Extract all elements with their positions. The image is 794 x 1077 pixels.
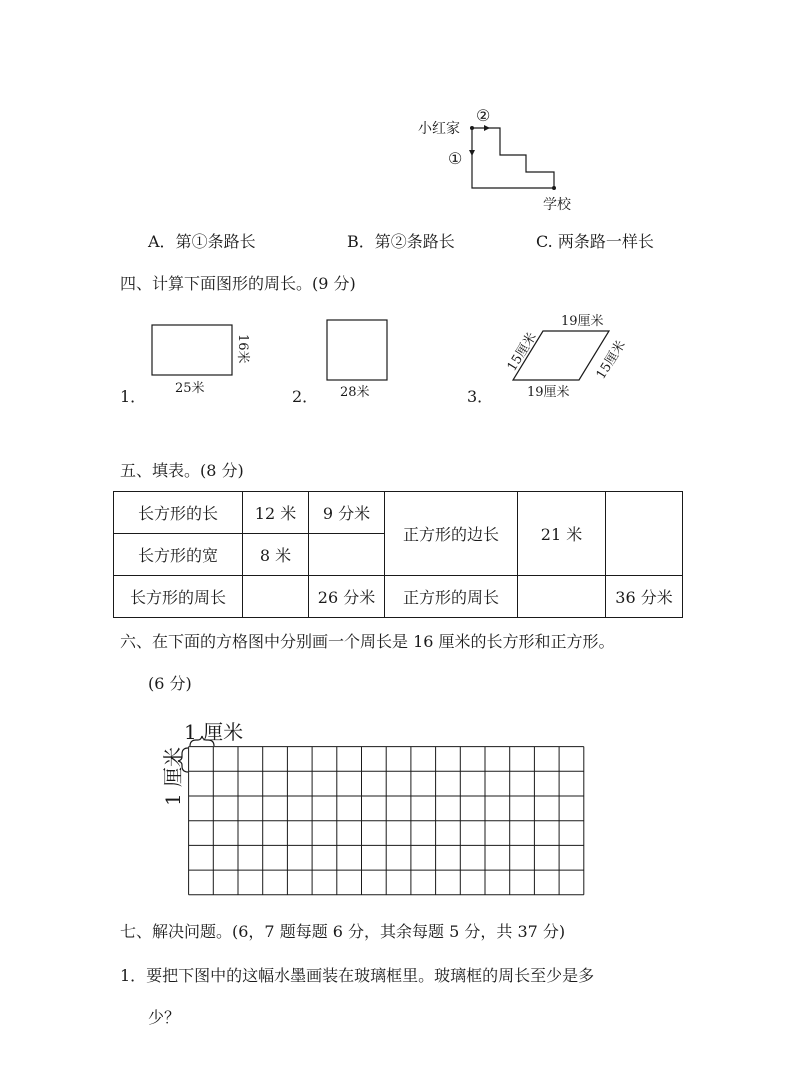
shape1-rectangle	[145, 316, 265, 400]
square-perimeter-1[interactable]	[518, 576, 606, 618]
rect-width-label: 长方形的宽	[114, 534, 243, 576]
choice-b-text: 第②条路长	[374, 232, 455, 251]
rect-width-2[interactable]	[309, 534, 385, 576]
square-perimeter-label: 正方形的周长	[385, 576, 518, 618]
shape1-width-label: 25米	[175, 381, 205, 396]
choice-c-letter: C.	[536, 232, 553, 251]
shape3-bottom-label: 19厘米	[527, 385, 570, 400]
section4-title: 四、计算下面图形的周长。(9 分)	[120, 274, 356, 293]
route2-arrow	[484, 125, 490, 131]
route2-mark: ②	[476, 106, 491, 125]
rect-perimeter-1[interactable]	[243, 576, 309, 618]
shape3-parallelogram	[494, 308, 644, 406]
shape3-left-label: 15厘米	[504, 330, 540, 375]
choice-c[interactable]	[536, 232, 654, 252]
route-figure	[410, 104, 590, 216]
shape1-height-label: 16米	[235, 334, 250, 364]
square-side-label: 正方形的边长	[385, 492, 518, 576]
choice-c-text: 两条路一样长	[557, 232, 654, 251]
shape3-top-label: 19厘米	[561, 314, 604, 329]
choice-a[interactable]	[148, 232, 256, 252]
shape1-num: 1．	[120, 387, 147, 406]
route1-arrow	[469, 150, 475, 156]
fill-table	[113, 491, 683, 618]
square-side-1: 21 米	[518, 492, 606, 576]
rect-perimeter-2: 26 分米	[309, 576, 385, 618]
route1-path	[472, 128, 554, 188]
grid-unit-left: 1 厘米	[161, 746, 186, 807]
shape2-num: 2．	[292, 387, 319, 406]
q1-line1: 1．要把下图中的这幅水墨画装在玻璃框里。玻璃框的周长至少是多	[120, 966, 595, 985]
choice-a-text: 第①条路长	[175, 232, 256, 251]
rect-length-2: 9 分米	[309, 492, 385, 534]
q1-line2: 少？	[148, 1008, 181, 1027]
rect-perimeter-label: 长方形的周长	[114, 576, 243, 618]
square-side-2[interactable]	[606, 492, 683, 576]
section6-title: 六、在下面的方格图中分别画一个周长是 16 厘米的长方形和正方形。	[120, 632, 615, 651]
square-perimeter-2: 36 分米	[606, 576, 683, 618]
route2-path	[472, 128, 554, 188]
rect-width-1: 8 米	[243, 534, 309, 576]
home-label: 小红家	[418, 121, 460, 137]
school-dot	[552, 186, 556, 190]
rect-length-1: 12 米	[243, 492, 309, 534]
choice-a-letter: A．	[148, 232, 176, 251]
section6-score: (6 分)	[148, 674, 192, 693]
shape3-num: 3．	[467, 387, 494, 406]
table-row	[114, 576, 683, 618]
section7-title: 七、解决问题。(6，7 题每题 6 分，其余每题 5 分，共 37 分)	[120, 922, 566, 941]
route1-mark: ①	[448, 149, 463, 168]
choice-b-letter: B．	[347, 232, 375, 251]
school-label: 学校	[543, 197, 571, 213]
home-dot	[470, 126, 474, 130]
section5-title: 五、填表。(8 分)	[120, 461, 244, 480]
shape3-right-label: 15厘米	[593, 338, 629, 383]
grid-unit-top: 1 厘米	[184, 720, 244, 744]
drawing-grid[interactable]	[188, 746, 588, 898]
rect-length-label: 长方形的长	[114, 492, 243, 534]
choice-b[interactable]	[347, 232, 455, 252]
table-row	[114, 492, 683, 534]
shape2-square	[320, 314, 400, 402]
shape2-side-label: 28米	[340, 385, 370, 400]
